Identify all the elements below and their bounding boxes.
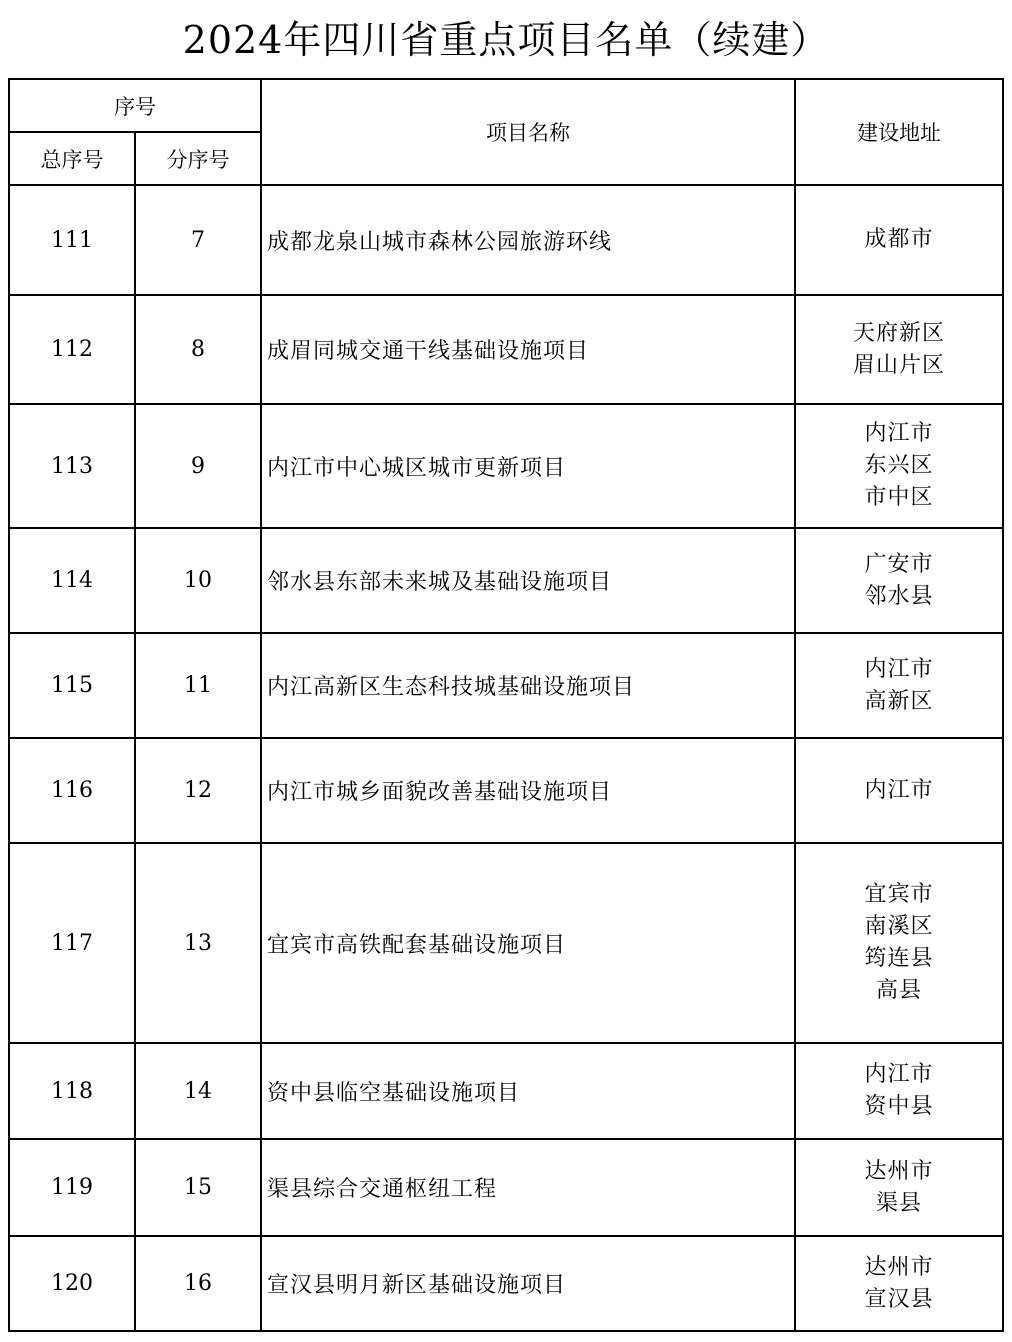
location-cell	[795, 1139, 1003, 1236]
location-line: 资中县	[864, 1094, 934, 1119]
header-location: 建设地址	[795, 79, 1003, 185]
location-cell	[795, 404, 1003, 528]
location-cell	[795, 1236, 1003, 1331]
location-line: 高新区	[864, 688, 934, 714]
header-total-seq: 总序号	[9, 132, 135, 185]
total-seq-cell: 114	[9, 528, 135, 633]
total-seq-cell: 117	[9, 843, 135, 1043]
location-cell	[795, 185, 1003, 295]
sub-seq-cell: 8	[135, 295, 261, 404]
project-name-cell: 资中县临空基础设施项目	[261, 1043, 795, 1139]
total-seq-cell: 112	[9, 295, 135, 404]
location-line: 筠连县	[864, 946, 934, 971]
location-line: 宜宾市	[864, 882, 934, 907]
page-title: 2024年四川省重点项目名单（续建）	[182, 18, 830, 62]
table-row	[9, 843, 1003, 1043]
total-seq-cell: 119	[9, 1139, 135, 1236]
total-seq-cell: 120	[9, 1236, 135, 1331]
sub-seq-cell: 10	[135, 528, 261, 633]
location-line: 高县	[875, 978, 922, 1003]
sub-seq-cell: 12	[135, 738, 261, 843]
table-row	[9, 528, 1003, 633]
sub-seq-cell: 15	[135, 1139, 261, 1236]
location-cell	[795, 295, 1003, 404]
sub-seq-cell: 11	[135, 633, 261, 738]
table-row	[9, 1043, 1003, 1139]
table-row	[9, 738, 1003, 843]
location-line: 眉山片区	[852, 352, 945, 378]
location-line: 成都市	[864, 227, 934, 252]
table-row	[9, 185, 1003, 295]
project-table	[8, 78, 1004, 1332]
sub-seq-cell: 16	[135, 1236, 261, 1331]
location-cell	[795, 528, 1003, 633]
sub-seq-cell: 7	[135, 185, 261, 295]
total-seq-cell: 118	[9, 1043, 135, 1139]
location-line: 渠县	[875, 1190, 922, 1216]
sub-seq-cell: 14	[135, 1043, 261, 1139]
project-name-cell: 宣汉县明月新区基础设施项目	[261, 1236, 795, 1331]
project-name-cell: 成眉同城交通干线基础设施项目	[261, 295, 795, 404]
total-seq-cell: 115	[9, 633, 135, 738]
location-line: 天府新区	[852, 320, 945, 346]
location-line: 广安市	[864, 551, 934, 577]
project-name-cell: 宜宾市高铁配套基础设施项目	[261, 843, 795, 1043]
table-row	[9, 1139, 1003, 1236]
table-body	[9, 185, 1003, 1331]
location-line: 内江市	[864, 656, 934, 682]
location-cell	[795, 843, 1003, 1043]
location-cell	[795, 633, 1003, 738]
table-row	[9, 295, 1003, 404]
project-name-cell: 渠县综合交通枢纽工程	[261, 1139, 795, 1236]
sub-seq-cell: 9	[135, 404, 261, 528]
header-project-name: 项目名称	[261, 79, 795, 185]
location-line: 达州市	[864, 1158, 934, 1184]
total-seq-cell: 111	[9, 185, 135, 295]
location-line: 内江市	[864, 777, 934, 803]
project-name-cell: 内江市中心城区城市更新项目	[261, 404, 795, 528]
location-line: 内江市	[864, 1062, 934, 1087]
location-line: 达州市	[864, 1254, 934, 1280]
project-name-cell: 成都龙泉山城市森林公园旅游环线	[261, 185, 795, 295]
total-seq-cell: 116	[9, 738, 135, 843]
header-seq-group: 序号	[9, 79, 261, 132]
project-name-cell: 邻水县东部未来城及基础设施项目	[261, 528, 795, 633]
total-seq-cell: 113	[9, 404, 135, 528]
table-row	[9, 404, 1003, 528]
sub-seq-cell: 13	[135, 843, 261, 1043]
location-line: 内江市	[864, 421, 934, 446]
location-line: 邻水县	[864, 583, 934, 609]
header-sub-seq: 分序号	[135, 132, 261, 185]
table-row	[9, 1236, 1003, 1331]
location-line: 宣汉县	[864, 1286, 934, 1312]
location-line: 市中区	[864, 485, 934, 510]
project-name-cell: 内江市城乡面貌改善基础设施项目	[261, 738, 795, 843]
location-cell	[795, 738, 1003, 843]
location-line: 东兴区	[864, 453, 934, 478]
location-cell	[795, 1043, 1003, 1139]
table-row	[9, 633, 1003, 738]
project-name-cell: 内江高新区生态科技城基础设施项目	[261, 633, 795, 738]
location-line: 南溪区	[864, 914, 934, 939]
